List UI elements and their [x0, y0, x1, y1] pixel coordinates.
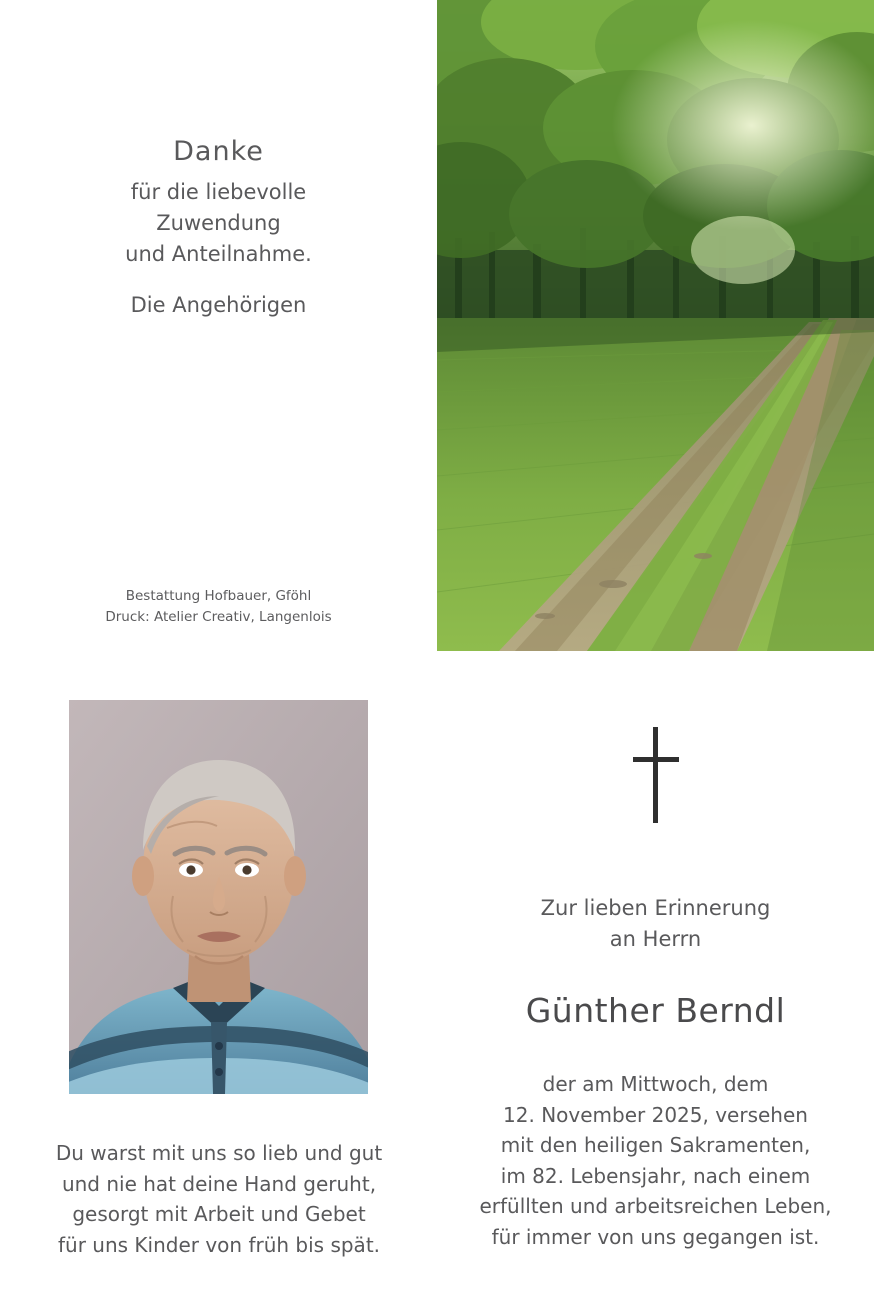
poem-line: und nie hat deine Hand geruht, — [61, 1171, 377, 1196]
thanks-line: für die liebevolle — [130, 180, 307, 204]
imprint-line: Bestattung Hofbauer, Gföhl — [125, 588, 312, 604]
memorial-intro-line: an Herrn — [609, 927, 702, 951]
memorial-body-line: erfüllten und arbeitsreichen Leben, — [479, 1194, 832, 1218]
memorial-body — [445, 1069, 866, 1252]
memorial-body-line: 12. November 2025, versehen — [503, 1102, 808, 1127]
poem-line: gesorgt mit Arbeit und Gebet — [72, 1202, 366, 1226]
poem-block — [30, 1138, 408, 1260]
thanks-panel — [0, 0, 437, 651]
thanks-text — [125, 177, 312, 270]
poem-line: für uns Kinder von früh bis spät. — [57, 1232, 381, 1257]
memorial-body-line: der am Mittwoch, dem — [542, 1072, 769, 1096]
imprint-block — [0, 586, 437, 628]
forest-path-photo — [437, 0, 874, 651]
thanks-title: Danke — [173, 136, 264, 167]
thanks-signature: Die Angehörigen — [130, 293, 307, 317]
memorial-panel — [437, 651, 874, 1299]
thanks-line: und Anteilnahme. — [125, 242, 312, 266]
memorial-body-line: im 82. Lebensjahr, nach einem — [500, 1163, 811, 1188]
poem-line: Du warst mit uns so lieb und gut — [55, 1141, 383, 1165]
memorial-intro — [437, 893, 874, 955]
imprint-line: Druck: Atelier Creativ, Langenlois — [105, 609, 332, 625]
portrait-photo-of-deceased — [69, 700, 368, 1094]
memorial-intro-line: Zur lieben Erinnerung — [540, 896, 771, 920]
memorial-body-line: für immer von uns gegangen ist. — [491, 1224, 820, 1249]
deceased-name: Günther Berndl — [525, 991, 786, 1030]
memorial-body-line: mit den heiligen Sakramenten, — [500, 1133, 811, 1157]
cross-icon — [633, 727, 679, 823]
thanks-line: Zuwendung — [156, 211, 281, 235]
